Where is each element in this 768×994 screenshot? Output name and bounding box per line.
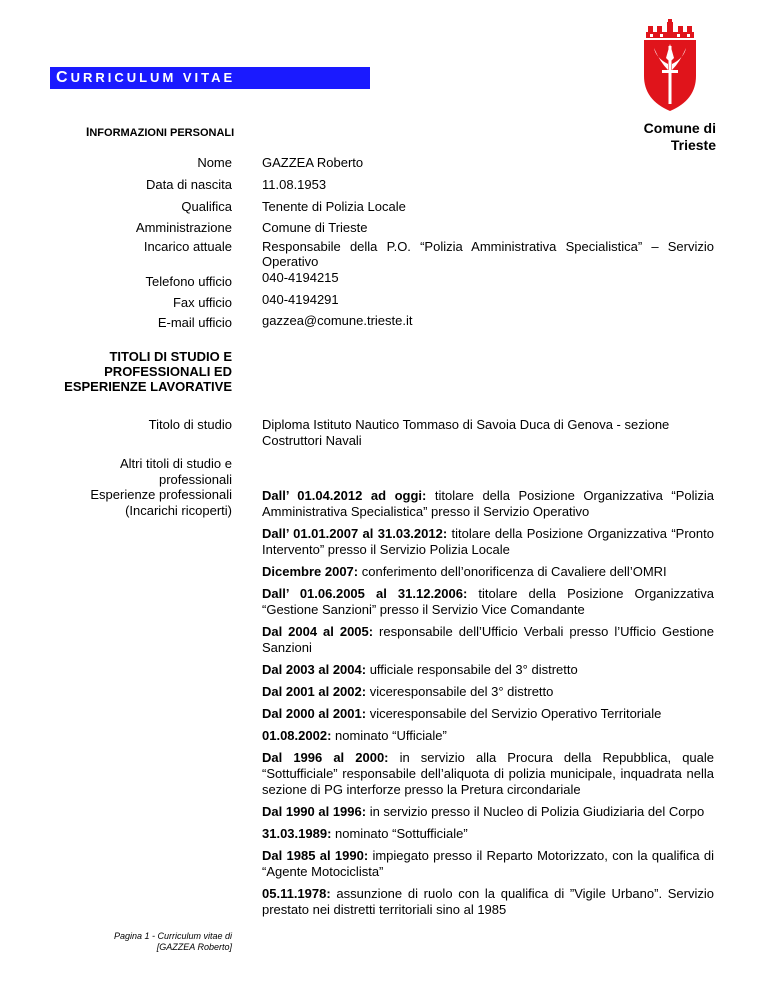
label-fax-ufficio: Fax ufficio (172, 295, 232, 310)
experience-item: 05.11.1978: assunzione di ruolo con la qualifica di ”Vigile Urbano”. Servizio prestato nei distretti territoriali sino al 1985 (262, 886, 714, 917)
experience-item: Dal 2000 al 2001: viceresponsabile del Servizio Operativo Territoriale (262, 706, 662, 721)
trieste-crest-logo (640, 18, 700, 113)
value-data-nascita: 11.08.1953 (262, 177, 327, 192)
label-incarico-attuale: Incarico attuale (143, 239, 232, 254)
label-esperienze-line-2: (Incarichi ricoperti) (125, 502, 232, 518)
label-altri-titoli-line-2: professionali (159, 471, 232, 487)
label-esperienze (12, 487, 232, 518)
value-nome: GAZZEA Roberto (262, 155, 364, 170)
experience-item: 01.08.2002: nominato “Ufficiale” (262, 728, 447, 743)
experience-item: Dall’ 01.06.2005 al 31.12.2006: titolare della Posizione Organizzativa “Gestione Sanzioni” presso il Servizio Vice Comandante (262, 586, 715, 617)
experience-item: 31.03.1989: nominato “Sottufficiale” (262, 826, 468, 841)
label-telefono-ufficio: Telefono ufficio (145, 274, 232, 289)
label-titolo-studio: Titolo di studio (148, 417, 232, 432)
experience-item: Dal 2003 al 2004: ufficiale responsabile del 3° distretto (262, 662, 578, 677)
label-esperienze-line-1: Esperienze professionali (90, 487, 232, 502)
page-footer (114, 931, 232, 953)
section-titoli-heading (32, 349, 232, 394)
experience-item: Dall’ 01.01.2007 al 31.03.2012: titolare della Posizione Organizzativa “Pronto Intervento” presso il Servizio Polizia Locale (262, 526, 714, 557)
experience-item: Dal 2001 al 2002: viceresponsabile del 3° distretto (262, 684, 554, 699)
value-amministrazione: Comune di Trieste (262, 220, 368, 235)
label-nome: Nome (197, 155, 232, 170)
section-personal-rest: NFORMAZIONI PERSONALI (89, 127, 235, 139)
experience-list (262, 488, 714, 924)
section-personal-initial: I (86, 125, 90, 139)
experience-item: Dal 2004 al 2005: responsabile dell’Ufficio Verbali presso l’Ufficio Gestione Sanzioni (262, 624, 715, 655)
value-qualifica: Tenente di Polizia Locale (262, 199, 406, 214)
label-data-nascita: Data di nascita (146, 177, 232, 192)
label-amministrazione: Amministrazione (135, 220, 232, 235)
section-titoli-line-1: TITOLI DI STUDIO E (109, 349, 232, 364)
experience-item: Dall’ 01.04.2012 ad oggi: titolare della Posizione Organizzativa “Polizia Amministrativa Specialistica” presso il Servizio Operativo (262, 488, 715, 519)
cv-title-banner (50, 67, 370, 89)
value-titolo-studio: Diploma Istituto Nautico Tommaso di Savoia Duca di Genova - sezione Costruttori Navali (262, 417, 670, 448)
section-titoli-line-3: ESPERIENZE LAVORATIVE (64, 379, 232, 394)
section-titoli-line-2: PROFESSIONALI ED (104, 364, 232, 379)
section-personal-info-heading (86, 125, 234, 139)
label-qualifica: Qualifica (181, 199, 232, 214)
value-fax-ufficio: 040-4194291 (262, 292, 339, 307)
label-email-ufficio: E-mail ufficio (157, 315, 232, 330)
experience-item: Dal 1990 al 1996: in servizio presso il Nucleo di Polizia Giudiziaria del Corpo (262, 804, 705, 819)
label-altri-titoli (12, 456, 232, 487)
footer-line-1: Pagina 1 - Curriculum vitae di (113, 931, 232, 941)
cv-title-initial: C (56, 69, 71, 86)
experience-item: Dal 1996 al 2000: in servizio alla Procura della Repubblica, quale “Sottufficiale” responsabile dell’aliquota di polizia municipale, inquadrata nella sezione di PG interforze presso la Pretura circondariale (262, 750, 715, 797)
experience-item: Dal 1985 al 1990: impiegato presso il Reparto Motorizzato, con la qualifica di “Agente Motociclista” (262, 848, 714, 879)
comune-line-1: Comune di (643, 120, 716, 136)
experience-item: Dicembre 2007: conferimento dell’onorificenza di Cavaliere dell’OMRI (262, 564, 667, 579)
comune-di-trieste-label (600, 120, 716, 154)
value-incarico-attuale: Responsabile della P.O. “Polizia Amministrativa Specialistica” – Servizio Operativo (262, 239, 714, 269)
comune-line-2: Trieste (670, 137, 716, 153)
value-telefono-ufficio: 040-4194215 (262, 270, 339, 285)
label-altri-titoli-line-1: Altri titoli di studio e (120, 456, 232, 471)
footer-line-2: [GAZZEA Roberto] (156, 942, 232, 952)
cv-title-rest: URRICULUM VITAE (70, 70, 236, 85)
value-email-ufficio: gazzea@comune.trieste.it (262, 313, 413, 328)
